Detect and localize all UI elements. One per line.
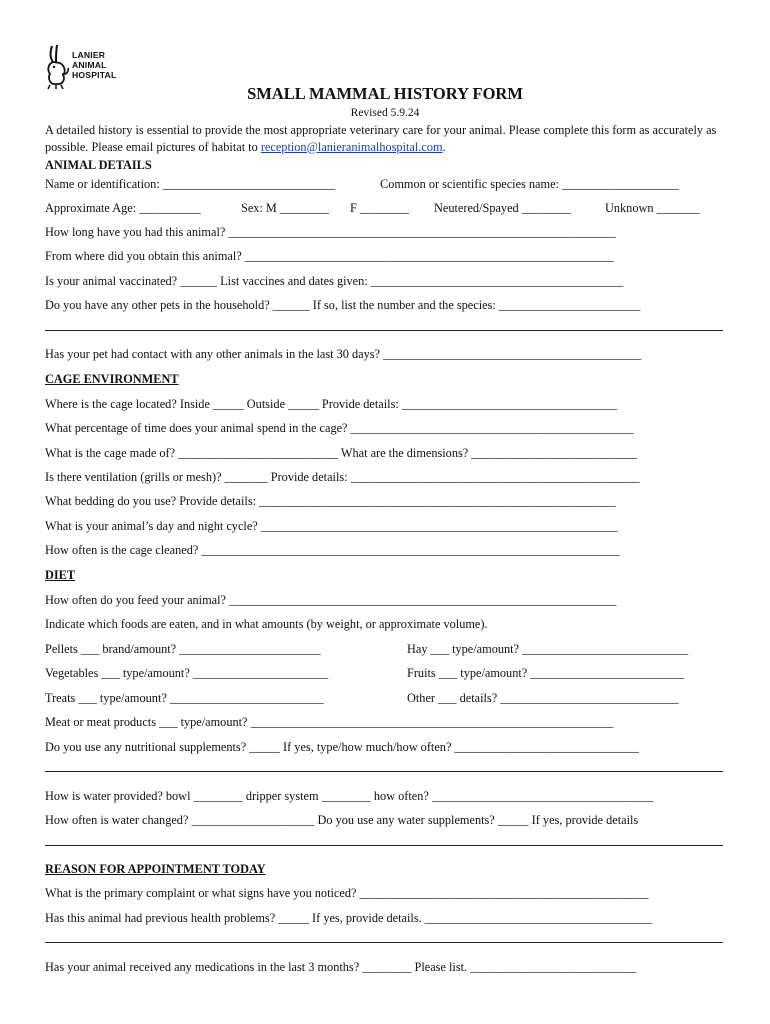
age-field[interactable]: Approximate Age: __________ [45, 201, 201, 215]
supplements-field[interactable]: Do you use any nutritional supplements? _____ If yes, type/how much/how often? ______________________________ [45, 740, 639, 754]
cleaned-field[interactable]: How often is the cage cleaned? ____________________________________________________________________ [45, 543, 620, 557]
intro-paragraph [45, 122, 735, 155]
treats-other-row [45, 690, 735, 706]
diet-heading: DIET [45, 568, 76, 582]
vaccinated-field[interactable]: Is your animal vaccinated? ______ List vaccines and dates given: _________________________________________ [45, 274, 623, 288]
blank-line-4[interactable] [45, 932, 735, 948]
cage-heading: CAGE ENVIRONMENT [45, 372, 179, 386]
sex-f-field[interactable]: F ________ [350, 201, 410, 215]
logo-text-2: ANIMAL [72, 59, 107, 70]
unknown-field[interactable]: Unknown _______ [605, 201, 700, 215]
intro-text: A detailed history is essential to provide the most appropriate veterinary care for your animal. Please complete this form as accurately as possible. Please email pictures of habitat to [45, 123, 717, 154]
cycle-field[interactable]: What is your animal’s day and night cycle? __________________________________________________________ [45, 519, 618, 533]
neutered-field[interactable]: Neutered/Spayed ________ [434, 201, 571, 215]
meat-field[interactable]: Meat or meat products ___ type/amount? ___________________________________________________________ [45, 715, 614, 729]
veg-fruit-row [45, 665, 735, 681]
intro-end: . [442, 139, 446, 154]
logo-text-3: HOSPITAL [72, 69, 117, 80]
cage-location-field[interactable]: Where is the cage located? Inside _____ Outside _____ Provide details: ___________________________________ [45, 397, 618, 411]
pellets-hay-row [45, 641, 735, 657]
how-long-field[interactable]: How long have you had this animal? _______________________________________________________________ [45, 225, 616, 239]
reason-heading: REASON FOR APPOINTMENT TODAY [45, 862, 266, 876]
treats-field[interactable]: Treats ___ type/amount? _________________________ [45, 691, 324, 705]
bedding-field[interactable]: What bedding do you use? Provide details: __________________________________________________________ [45, 494, 616, 508]
sex-m-field[interactable]: Sex: M ________ [241, 201, 330, 215]
email-link[interactable]: reception@lanieranimalhospital.com [260, 139, 443, 154]
logo-text-1: LANIER [72, 50, 106, 60]
age-sex-row [45, 200, 735, 216]
water-field[interactable]: How is water provided? bowl ________ dripper system ________ how often? ____________________________________ [45, 789, 654, 803]
fruits-field[interactable]: Fruits ___ type/amount? _________________________ [407, 666, 685, 680]
medications-field[interactable]: Has your animal received any medications in the last 3 months? ________ Please list. ___________________________ [45, 960, 637, 974]
blank-line-3[interactable] [45, 835, 735, 851]
other-pets-field[interactable]: Do you have any other pets in the household? ______ If so, list the number and the species: _______________________ [45, 298, 641, 312]
cage-made-field[interactable]: What is the cage made of? __________________________ What are the dimensions? ___________________________ [45, 446, 638, 460]
blank-line-2[interactable] [45, 761, 735, 777]
water-changed-field[interactable]: How often is water changed? ____________________ Do you use any water supplements? _____ If yes, provide details [45, 813, 639, 827]
name-field[interactable]: Name or identification: ____________________________ [45, 177, 335, 191]
other-field[interactable]: Other ___ details? _____________________________ [407, 691, 679, 705]
name-species-row [45, 176, 735, 192]
revised-date: Revised 5.9.24 [350, 107, 420, 119]
where-obtain-field[interactable]: From where did you obtain this animal? ____________________________________________________________ [45, 249, 614, 263]
ventilation-field[interactable]: Is there ventilation (grills or mesh)? _______ Provide details: _______________________________________________ [45, 470, 640, 484]
species-field[interactable]: Common or scientific species name: ___________________ [380, 177, 679, 191]
form-title: SMALL MAMMAL HISTORY FORM [247, 84, 523, 103]
blank-line-1[interactable] [45, 320, 735, 336]
cage-time-field[interactable]: What percentage of time does your animal spend in the cage? ______________________________________________ [45, 421, 634, 435]
contact-field[interactable]: Has your pet had contact with any other animals in the last 30 days? __________________________________________ [45, 347, 642, 361]
indicate-text: Indicate which foods are eaten, and in what amounts (by weight, or approximate volume). [45, 617, 488, 631]
feed-often-field[interactable]: How often do you feed your animal? _______________________________________________________________ [45, 593, 617, 607]
pellets-field[interactable]: Pellets ___ brand/amount? _______________________ [45, 642, 321, 656]
complaint-field[interactable]: What is the primary complaint or what signs have you noticed? _______________________________________________ [45, 886, 649, 900]
animal-details-heading: ANIMAL DETAILS [45, 158, 152, 172]
vegetables-field[interactable]: Vegetables ___ type/amount? ______________________ [45, 666, 329, 680]
hay-field[interactable]: Hay ___ type/amount? ___________________________ [407, 642, 689, 656]
previous-problems-field[interactable]: Has this animal had previous health problems? _____ If yes, provide details. _____________________________________ [45, 911, 653, 925]
